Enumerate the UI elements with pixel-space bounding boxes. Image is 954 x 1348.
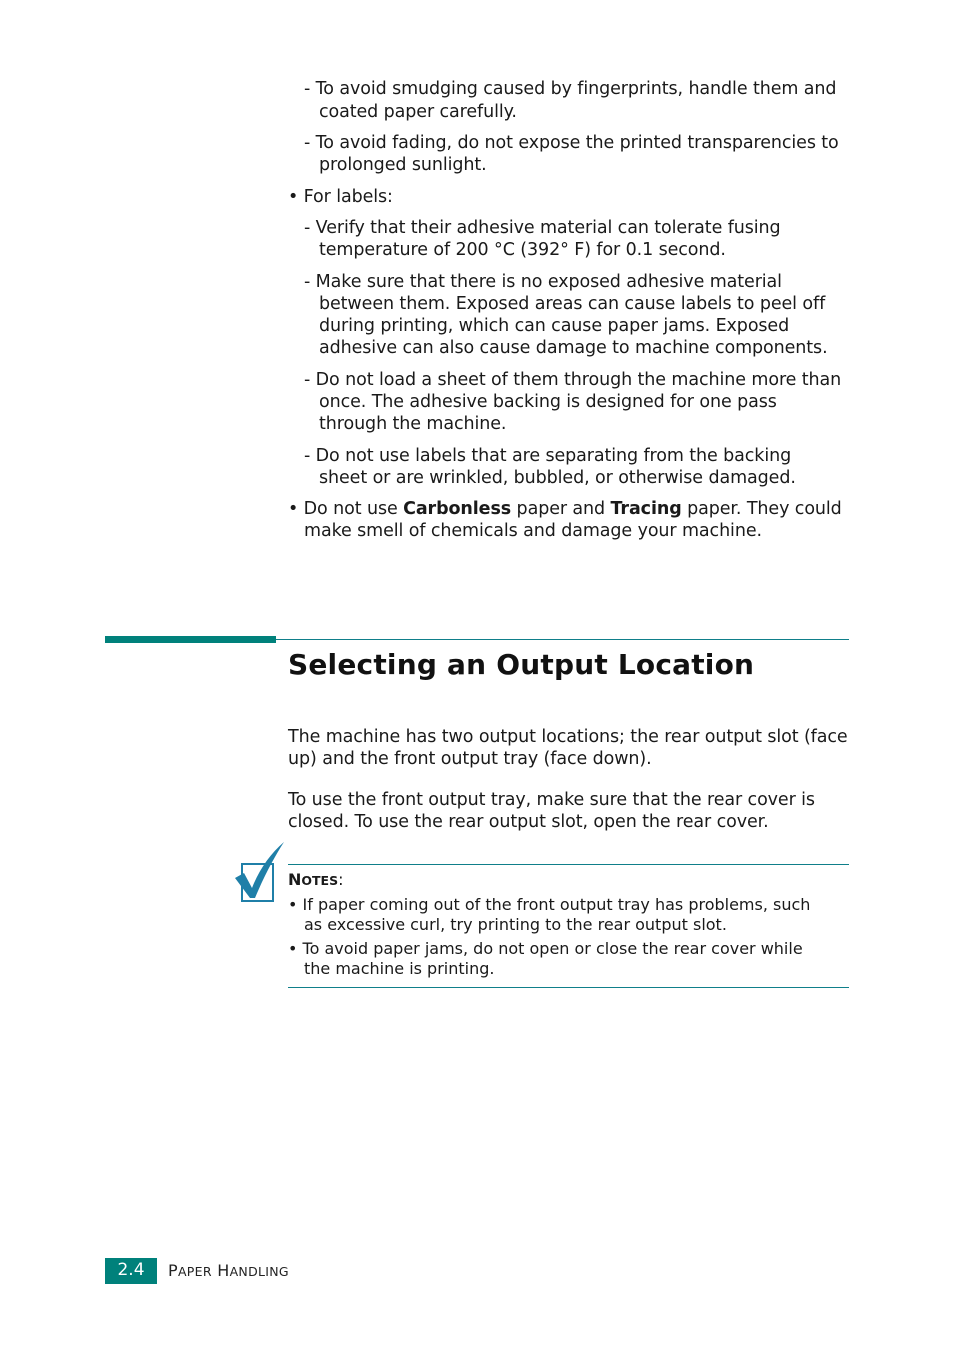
notes-title-colon: : (338, 870, 344, 889)
labels-bullet: • For labels: (288, 187, 393, 207)
section-heading: Selecting an Output Location (288, 648, 755, 681)
notes-title (288, 870, 343, 889)
labels-item-4-line2: sheet or are wrinkled, bubbled, or otherwise damaged. (319, 468, 796, 488)
footer-title-aper: APER (177, 1264, 212, 1279)
carbonless-term: Carbonless (403, 499, 512, 519)
tracing-term: Tracing (610, 499, 682, 519)
labels-item-2-line2: between them. Exposed areas can cause labels to peel off (319, 294, 826, 314)
carbonless-mid: paper and (511, 499, 611, 519)
labels-item-2-line4: adhesive can also cause damage to machine components. (319, 338, 828, 358)
footer-title-andling: ANDLING (229, 1264, 289, 1279)
labels-item-3-line1: - Do not load a sheet of them through the machine more than (304, 370, 842, 390)
footer-title-h: H (217, 1261, 230, 1280)
transparency-item-1-line2: coated paper carefully. (319, 102, 517, 122)
footer-title-p: P (168, 1261, 178, 1280)
footer-chapter-title (168, 1261, 289, 1280)
transparency-item-2-line2: prolonged sunlight. (319, 155, 487, 175)
note-item-1-line2: as excessive curl, try printing to the rear output slot. (304, 915, 727, 934)
section-accent-bar (105, 636, 276, 643)
section-para1-line2: up) and the front output tray (face down). (288, 749, 652, 769)
labels-item-3-line3: through the machine. (319, 414, 507, 434)
carbonless-prefix: • Do not use (288, 499, 404, 519)
notes-top-rule (288, 864, 849, 865)
labels-item-3-line2: once. The adhesive backing is designed for one pass (319, 392, 777, 412)
transparency-item-1-line1: - To avoid smudging caused by fingerprints, handle them and (304, 79, 837, 99)
section-para1-line1: The machine has two output locations; the rear output slot (face (288, 727, 848, 747)
section-rule (276, 639, 849, 640)
labels-item-2-line3: during printing, which can cause paper jams. Exposed (319, 316, 790, 336)
labels-item-1-line2: temperature of 200 °C (392° F) for 0.1 second. (319, 240, 726, 260)
labels-item-4-line1: - Do not use labels that are separating from the backing (304, 446, 792, 466)
labels-item-1-line1: - Verify that their adhesive material can tolerate fusing (304, 218, 781, 238)
notes-title-rest: OTES (301, 873, 339, 888)
page-number-badge: 2.4 (105, 1258, 157, 1284)
labels-item-2-line1: - Make sure that there is no exposed adhesive material (304, 272, 782, 292)
section-para2-line2: closed. To use the rear output slot, open the rear cover. (288, 812, 769, 832)
notes-bottom-rule (288, 987, 849, 988)
carbonless-bullet-line2: make smell of chemicals and damage your machine. (304, 521, 762, 541)
note-item-1-line1: • If paper coming out of the front output tray has problems, such (288, 895, 811, 914)
section-para2-line1: To use the front output tray, make sure that the rear cover is (288, 790, 815, 810)
notes-title-first: N (288, 870, 302, 889)
note-item-2-line2: the machine is printing. (304, 959, 495, 978)
carbonless-bullet-line1 (288, 498, 842, 520)
transparency-item-2-line1: - To avoid fading, do not expose the printed transparencies to (304, 133, 839, 153)
carbonless-suffix: paper. They could (681, 499, 842, 519)
checkmark-note-icon (232, 840, 288, 906)
note-item-2-line1: • To avoid paper jams, do not open or close the rear cover while (288, 939, 803, 958)
